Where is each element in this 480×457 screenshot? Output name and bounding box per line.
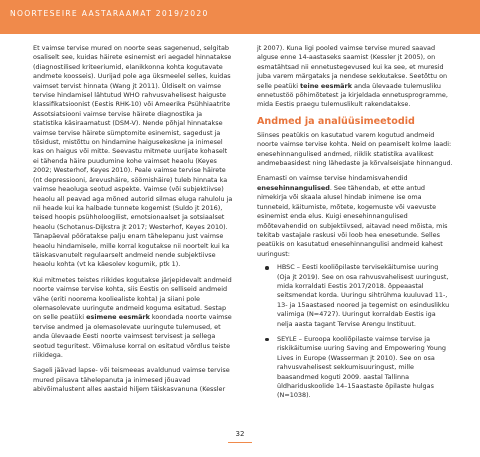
body-paragraph: Et vaimse tervise mured on noorte seas sagenenud, selgitab osaliselt see, kuidas häirete esinemist eri aegadel hinnatakse (diagnostilised kriteeriumid, elanikkonna kohta kogutavate andmete koosseis). Uurijad pole aga üksmeelel selles, kuidas vaimset tervist hinnata (Wang jt 2011). Üldiselt on vaimse tervise hindamisel lähtutud WHO rahvusvahelisest haiguste klassifikatsioonist (Eestis RHK-10) või Ameerika Psühhiaatrite Assotsiatsiooni vaimse tervise häirete diagnostika ja statistika käsiraamatust (DSM-V). Nende põhjal hinnatakse vaimse tervise häirete sümptomite esinemist, sagedust ja tõsidust, mistõttu on hindamine haigusekeskne ja inimesel kas on haigus või mitte. Seevastu mitmete uurijate kohaselt ei tähenda häire puudumine kohe vaimset heaolu (Keyes 2002; Westerhof, Keyes 2010). Peale vaimse tervise häirete (nt depressiooni, ärevushäire, söömishäire) tuleb hinnata ka vaimse heaoluga seotud aspekte. Vaimse (või subjektiivse) heaolu all peavad aga mõned autorid silmas eluga rahulolu ja nii heade kui ka halbade tunnete kogemist (Suldo jt 2016), teised hoopis psühholoogilist, emotsionaalset ja sotsiaalset heaolu (Schotanus-Dijkstra jt 2017; Westerhof, Keyes 2010). Tänapäeval pööratakse palju enam tähelepanu just vaimse heaolu hindamisele, mille korral kogutakse nii noortelt kui ka täiskasvanutelt regulaarselt andmeid nende subjektiivse heaolu kohta (vt ka käesolev kogumik, ptk 1). [33,44,233,269]
running-header-title: NOORTESEIRE AASTARAAMAT 2019/2020 [10,9,209,18]
page-number: 32 [235,430,245,438]
list-item [269,335,453,401]
text-run: anda ülevaade tulemusliku ennetustöö põhimõtetest ja kirjeldada ennetusprogramme, mida Eestis praegu tulemuslikult rakendatakse. [257,81,448,109]
survey-list [257,263,453,401]
body-paragraph: Sageli jäävad lapse- või teismeeas avaldunud vaimse tervise mured piisava tähelepanuta ja inimesed jõuavad abivõimalustent alles aastaid hiljem täiskasvanuna (Kessler [33,366,230,394]
body-paragraph: Siinses peatükis on kasutatud varem kogutud andmeid noorte vaimse tervise kohta. Neid on peamiselt kolme laadi: enesehinnangulised andmed, riiklik statistika avalikest andmebaasidest ning lähedaste ja kõrvalseisjate hinnangud. [257,130,453,168]
bold-emphasis: esimene eesmärk [86,313,150,322]
page-number-underline [228,442,252,443]
bold-emphasis: teine eesmärk [300,81,352,90]
body-paragraph [257,174,453,259]
list-item [269,263,453,329]
left-column [33,44,233,401]
bullet-icon [265,266,269,270]
text-run: koondada noorte vaimse tervise andmed ja olemasolevate uuringute tulemused, et anda ülevaade Eesti noorte vaimsest tervisest ja sellega seotud teguritest. Võimaluse korral on esitatud võrdlus teiste riikidega. [33,313,232,359]
bold-emphasis: enesehinnangulised [257,183,330,192]
header-band [0,0,480,34]
body-paragraph [33,276,233,361]
bullet-icon [265,338,269,342]
list-item-text: SEYLE – Euroopa kooliõpilaste vaimse tervise ja riskikäitumise uuring Saving and Empowering Young Lives in Europe (Wasserman jt 2010). See on osa rahvusvahelisest sekkumisuuringust, mille baasandmed koguti 2009. aastal Tallinna üldhariduskoolide 14–15aastaste õpilaste hulgas (N=1038). [277,334,446,400]
text-run: Enamasti on vaimse tervise hindamisvahendid [257,174,408,183]
section-heading: Andmed ja analüüsimeetodid [257,115,415,127]
right-column [257,44,453,407]
text-run: jt 2007). Kuna ligi pooled vaimse tervise mured saavad alguse enne 14-aastaseks saamist (Kessler jt 2005), on esmatähtsad nii ennetustegevused kui ka see, et muresid juba varem märgataks ja nendese sekkutakse. Seetõttu on selle peatüki [257,44,448,90]
list-item-text: HBSC – Eesti kooliõpilaste tervisekäitumise uuring (Oja jt 2019). See on osa rahvusvahelisest uuringust, mida korraldati Eestis 2017/2018. õppeaastal seitsmendat korda. Uuringu sihtrühma kuuluvad 11-, 13- ja 15aastased noored ja tegemist on esinduslikku valimiga (N=4727). Uuringut korraldab Eestis iga nelja aasta tagant Tervise Arengu Instituut. [277,263,450,328]
body-paragraph [257,44,453,110]
text-run: . See tähendab, et ette antud nimekirja või skaala alusel hindab inimene ise oma tunneteid, käitumiste, mõtete, kogemuste või vaevuste esinemist enda elus. Kuigi enesehinnangulised mõõtevahendid on subjektiivsed, aitavad need mõista, mis tekitab vastajale raskusi või loob hea enesetunde. Selles peatükis on kasutatud enesehinnangulisi andmeid kahest uuringust: [257,183,448,258]
text-run: Kui mitmetes teistes riikides kogutakse järjepidevalt andmeid noorte vaimse tervise kohta, siis Eestis on selliseid andmeid vähe (eriti noorema kooliealiste kohta) ja siiani pole olemasolevate uuringute andmeid koguma esitatud. Sestap on selle peatüki [33,275,232,322]
